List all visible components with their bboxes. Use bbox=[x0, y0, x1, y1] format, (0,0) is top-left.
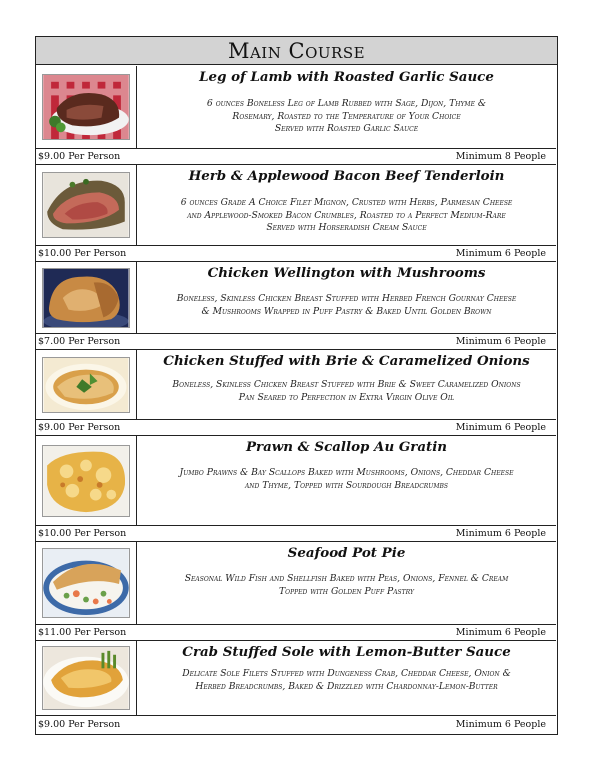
item-price: $10.00 Per Person bbox=[38, 528, 127, 539]
item-price: $9.00 Per Person bbox=[38, 422, 121, 433]
item-description-line: Rosemary, Roasted to the Temperature of Your Choice bbox=[232, 110, 461, 122]
price-row bbox=[36, 525, 556, 542]
item-minimum: Minimum 6 People bbox=[455, 336, 546, 347]
photo-cell bbox=[36, 542, 137, 624]
item-description-line: Boneless, Skinless Chicken Breast Stuffed with Herbed French Gournay Cheese bbox=[176, 293, 517, 304]
description-cell bbox=[137, 436, 556, 492]
item-description-line: 6 ounces Grade A Choice Filet Mignon, Crusted with Herbs, Parmesan Cheese bbox=[180, 197, 513, 208]
price-row bbox=[36, 419, 556, 436]
description-cell bbox=[137, 66, 556, 136]
item-minimum: Minimum 6 People bbox=[455, 248, 546, 259]
price-row bbox=[36, 148, 556, 165]
price-row bbox=[36, 624, 556, 641]
description-cell bbox=[137, 165, 556, 235]
description-cell bbox=[137, 262, 556, 318]
item-title: Herb & Applewood Bacon Beef Tenderloin bbox=[188, 168, 505, 184]
item-description-line: Jumbo Prawns & Bay Scallops Baked with Mushrooms, Onions, Cheddar Cheese bbox=[179, 467, 514, 478]
item-description-line: Served with Roasted Garlic Sauce bbox=[274, 123, 419, 134]
item-minimum: Minimum 6 People bbox=[455, 528, 546, 539]
price-row bbox=[36, 245, 556, 262]
prawn-scallop-photo bbox=[42, 445, 130, 517]
chicken-brie-photo bbox=[42, 357, 130, 413]
chicken-wellington-photo bbox=[42, 268, 130, 328]
leg-of-lamb-photo bbox=[42, 74, 130, 140]
item-title: Seafood Pot Pie bbox=[287, 545, 406, 561]
item-description-line: and Applewood-Smoked Bacon Crumbles, Roasted to a Perfect Medium-Rare bbox=[187, 209, 506, 221]
item-title: Prawn & Scallop Au Gratin bbox=[245, 439, 448, 455]
price-row bbox=[36, 333, 556, 350]
description-cell bbox=[137, 641, 556, 693]
description-cell bbox=[137, 542, 556, 598]
item-description-line: Seasonal Wild Fish and Shellfish Baked with Peas, Onions, Fennel & Cream bbox=[184, 573, 509, 584]
item-description-line: Herbed Breadcrumbs, Baked & Drizzled with Chardonnay-Lemon-Butter bbox=[195, 680, 498, 692]
description-cell bbox=[137, 350, 556, 404]
photo-cell bbox=[36, 165, 137, 245]
crab-stuffed-sole-photo bbox=[42, 646, 130, 710]
menu-page bbox=[35, 36, 558, 735]
photo-cell bbox=[36, 262, 137, 333]
beef-tenderloin-photo bbox=[42, 172, 130, 238]
item-description-line: Topped with Golden Puff Pastry bbox=[279, 585, 414, 597]
item-title: Leg of Lamb with Roasted Garlic Sauce bbox=[199, 69, 494, 85]
item-minimum: Minimum 8 People bbox=[455, 151, 546, 162]
item-minimum: Minimum 6 People bbox=[455, 627, 546, 638]
page-title: Main Course bbox=[227, 38, 366, 63]
photo-cell bbox=[36, 66, 137, 148]
price-row bbox=[36, 715, 556, 732]
item-description-line: Served with Horseradish Cream Sauce bbox=[266, 222, 427, 233]
item-title: Chicken Wellington with Mushrooms bbox=[207, 265, 486, 281]
item-description-line: Boneless, Skinless Chicken Breast Stuffed with Brie & Sweet Caramelized Onions bbox=[172, 379, 521, 390]
item-title: Chicken Stuffed with Brie & Caramelized Onions bbox=[163, 353, 530, 369]
item-minimum: Minimum 6 People bbox=[455, 422, 546, 433]
photo-cell bbox=[36, 436, 137, 525]
item-price: $9.00 Per Person bbox=[38, 151, 121, 162]
seafood-pot-pie-photo bbox=[42, 548, 130, 618]
item-price: $7.00 Per Person bbox=[38, 336, 121, 347]
photo-cell bbox=[36, 350, 137, 419]
item-description-line: Pan Seared to Perfection in Extra Virgin Olive Oil bbox=[238, 391, 455, 403]
item-description-line: 6 ounces Boneless Leg of Lamb Rubbed with Sage, Dijon, Thyme & bbox=[206, 98, 487, 109]
item-title: Crab Stuffed Sole with Lemon-Butter Sauce bbox=[182, 644, 511, 660]
item-price: $10.00 Per Person bbox=[38, 248, 127, 259]
photo-cell bbox=[36, 641, 137, 715]
item-price: $9.00 Per Person bbox=[38, 718, 121, 730]
item-description-line: & Mushrooms Wrapped in Puff Pastry & Baked Until Golden Brown bbox=[201, 305, 492, 317]
item-price: $11.00 Per Person bbox=[38, 627, 127, 638]
item-description-line: and Thyme, Topped with Sourdough Breadcrumbs bbox=[244, 479, 449, 491]
menu-header bbox=[36, 37, 557, 65]
item-description-line: Delicate Sole Filets Stuffed with Dungeness Crab, Cheddar Cheese, Onion & bbox=[182, 668, 511, 679]
item-minimum: Minimum 6 People bbox=[455, 718, 546, 730]
